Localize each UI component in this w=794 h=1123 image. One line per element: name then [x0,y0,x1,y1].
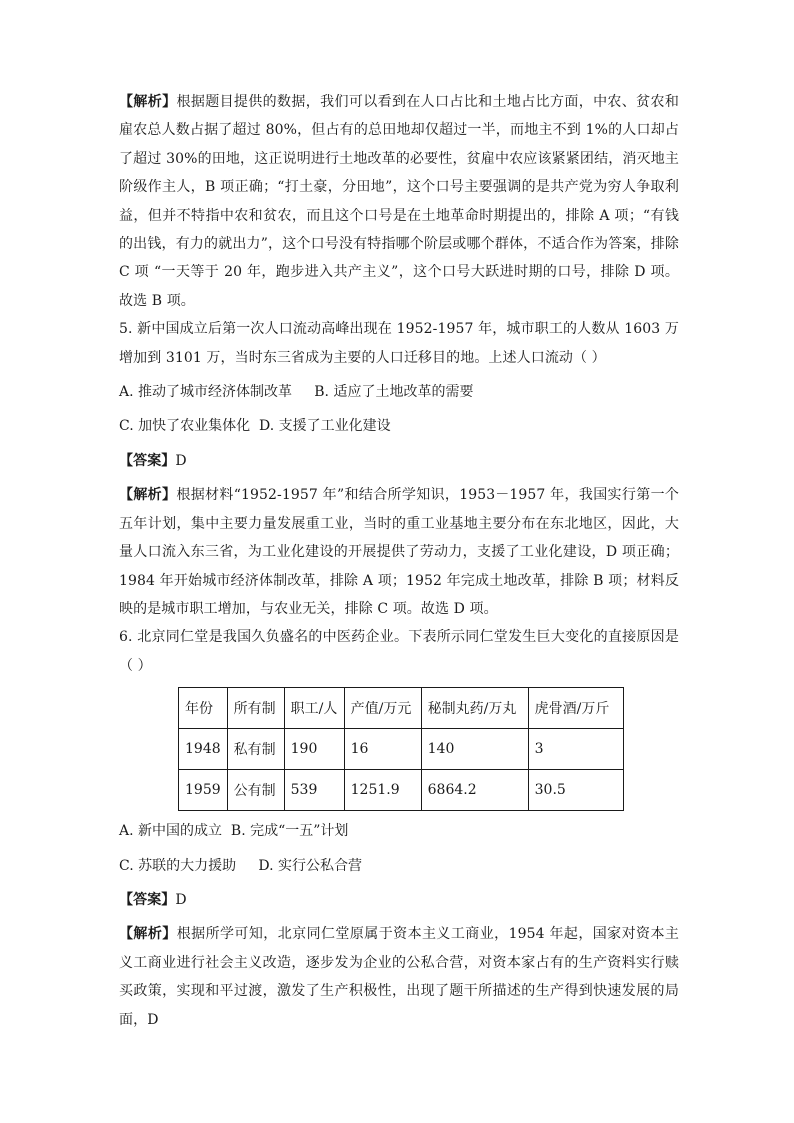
question-6-options-cd: C. 苏联的大力援助 D. 实行公私合营 [119,857,362,874]
table-cell: 30.5 [528,770,623,811]
answer-tag: 【答案】 [119,891,176,908]
question-6-options-ab: A. 新中国的成立 B. 完成“一五”计划 [119,823,349,840]
question-5-stem: 5. 新中国成立后第一次人口流动高峰出现在 1952-1957 年，城市职工的人数从 1603 万增加到 3101 万，当时东三省成为主要的人口迁移目的地。上述人口流动（ ） [119,321,679,366]
table-header-cell: 虎骨酒/万斤 [528,688,623,729]
analysis-text: 根据所学可知，北京同仁堂原属于资本主义工商业，1954 年起，国家对资本主义工商业进行社会主义改造，逐步发为企业的公私合营，对资本家占有的生产资料实行赎买政策，实现和平过渡，激发了生产积极性，出现了题干所描述的生产得到快速发展的局面，D [119,926,679,1028]
tongrentang-table [178,687,624,811]
analysis-tag: 【解析】 [119,94,177,110]
analysis-tag: 【解析】 [119,926,177,943]
table-cell: 16 [344,729,421,770]
table-cell: 140 [421,729,528,770]
table-cell: 私有制 [227,729,284,770]
table-cell: 6864.2 [421,770,528,811]
analysis-text: 根据材料“1952-1957 年”和结合所学知识，1953－1957 年，我国实行第一个五年计划，集中主要力量发展重工业，当时的重工业基地主要分布在东北地区，因此，大量人口流入东三省，为工业化建设的开展提供了劳动力，支援了工业化建设，D 项正确；1984 年开始城市经济体制改革，排除 A 项；1952 年完成土地改革，排除 B 项；材料反映的是城市职工增加，与农业无关，排除 C 项。故选 D 项。 [119,487,680,617]
question-6-analysis [119,920,679,1034]
table-header-row [179,688,624,729]
question-5-answer [119,447,679,475]
table-header-cell: 所有制 [227,688,284,729]
table-cell: 1251.9 [344,770,421,811]
analysis-paragraph-q4 [119,88,679,315]
table-row [179,729,624,770]
question-6-answer [119,886,679,914]
table-row [179,770,624,811]
table-header-cell: 秘制丸药/万丸 [421,688,528,729]
table-cell: 1948 [179,729,228,770]
table-cell: 公有制 [227,770,284,811]
table-header-cell: 年份 [179,688,228,729]
table-cell: 190 [284,729,344,770]
question-5-options-ab: A. 推动了城市经济体制改革 B. 适应了土地改革的需要 [119,384,474,401]
table-header-cell: 产值/万元 [344,688,421,729]
table-header-cell: 职工/人 [284,688,344,729]
table-cell: 1959 [179,770,228,811]
answer-value: D [175,452,187,469]
table-cell: 539 [284,770,344,811]
question-5-options-cd: C. 加快了农业集体化 D. 支援了工业化建设 [119,418,391,435]
table-cell: 3 [528,729,623,770]
document-content [119,88,679,1034]
answer-value: D [175,891,187,908]
question-5-analysis [119,481,679,623]
answer-tag: 【答案】 [119,452,176,469]
analysis-text: 根据题目提供的数据，我们可以看到在人口占比和土地占比方面，中农、贫农和雇农总人数占据了超过 80%，但占有的总田地却仅超过一半，而地主不到 1%的人口却占了超过 30%的田地，这正说明进行土地改革的必要性，贫雇中农应该紧紧团结，消灭地主阶级作主人，B 项正确；“打土豪，分田地”，这个口号主要强调的是共产党为穷人争取利益，但并不特指中农和贫农，而且这个口号是在土地革命时期提出的，排除 A 项；“有钱的出钱，有力的就出力”，这个口号没有特指哪个阶层或哪个群体，不适合作为答案，排除 C 项 “一天等于 20 年，跑步进入共产主义”，这个口号大跃进时期的口号，排除 D 项。故选 B 项。 [119,94,679,309]
question-6-stem: 6. 北京同仁堂是我国久负盛名的中医药企业。下表所示同仁堂发生巨大变化的直接原因是（ ） [119,629,679,674]
analysis-tag: 【解析】 [119,487,177,504]
